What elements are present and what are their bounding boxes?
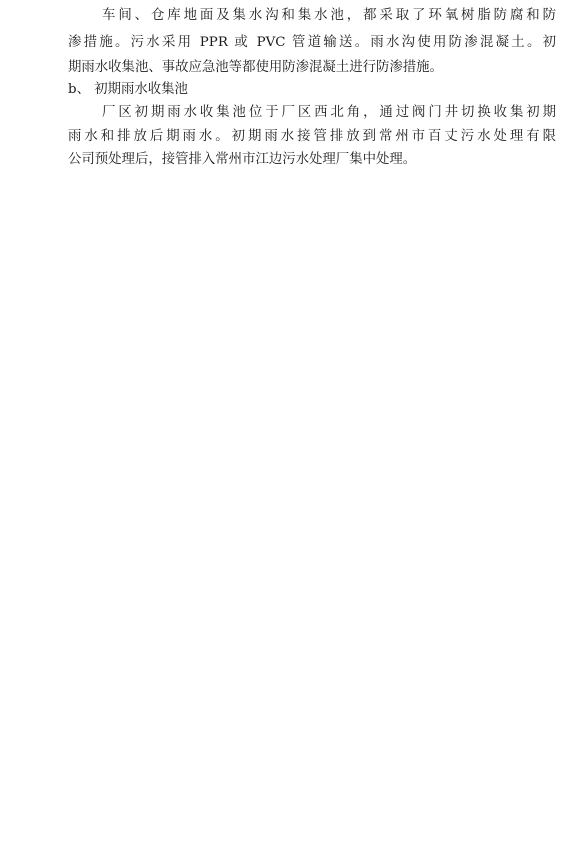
- paragraph-line: 车间、仓库地面及集水沟和集水池，都采取了环氧树脂防腐和防: [102, 8, 556, 23]
- paragraph-line: 雨水和排放后期雨水。初期雨水接管排放到常州市百丈污水处理有限: [68, 129, 556, 144]
- paragraph-line: 公司预处理后，接管排入常州市江边污水处理厂集中处理。: [68, 152, 417, 167]
- paragraph-line: 厂区初期雨水收集池位于厂区西北角，通过阀门井切换收集初期: [102, 105, 556, 120]
- section-heading-b: b、 初期雨水收集池: [68, 82, 188, 97]
- paragraph-line: 渗措施。污水采用 PPR 或 PVC 管道输送。雨水沟使用防渗混凝土。初: [68, 35, 556, 50]
- paragraph-line: 期雨水收集池、事故应急池等都使用防渗混凝土进行防渗措施。: [68, 60, 443, 75]
